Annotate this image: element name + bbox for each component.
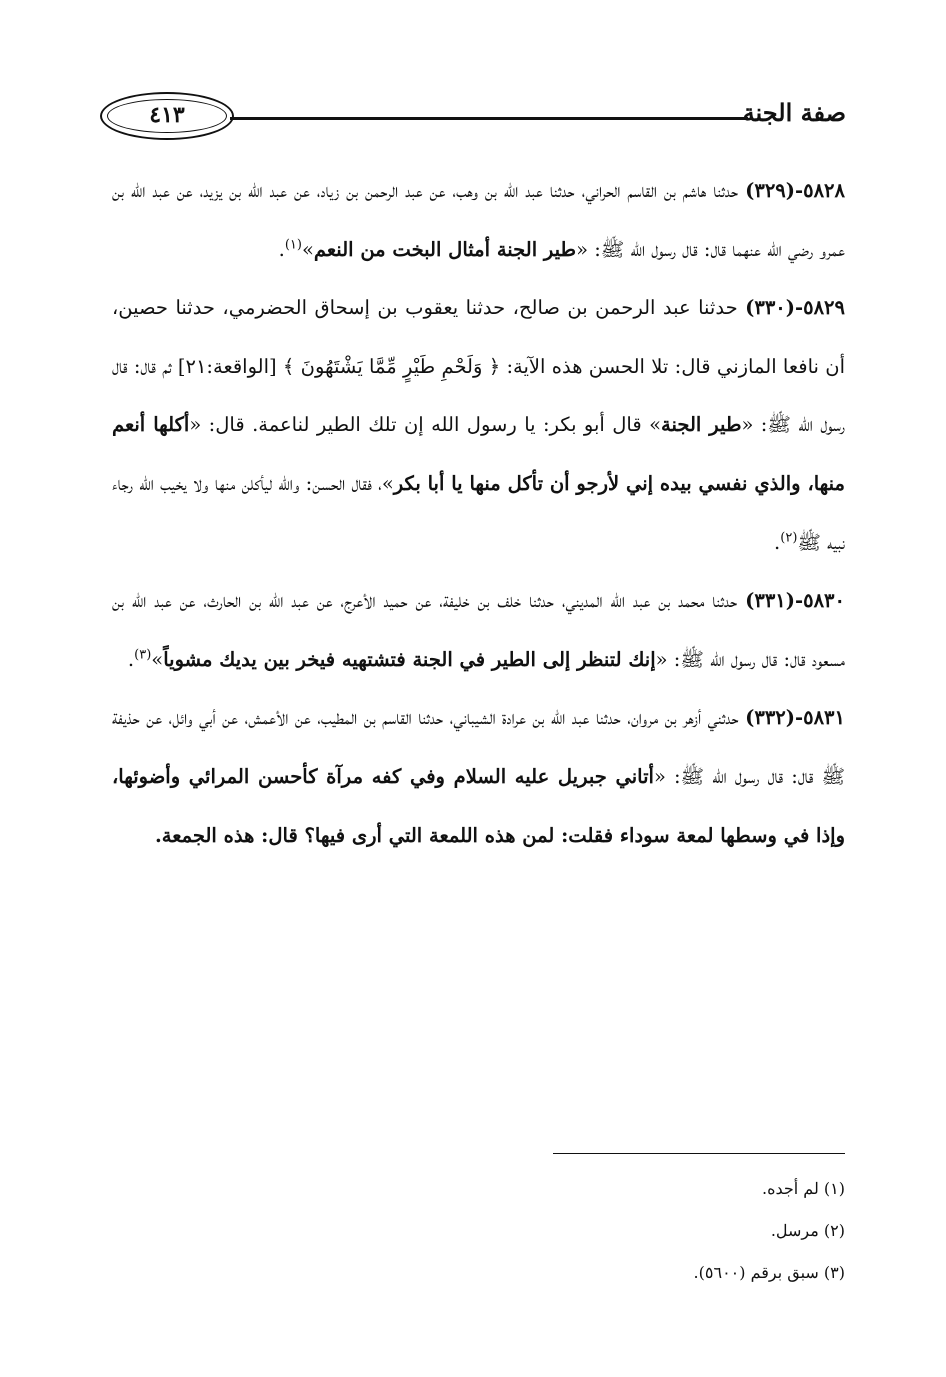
footnote-ref: (١) bbox=[284, 237, 302, 253]
hadith-text: حدثني أزهر بن مروان، حدثنا عبد الله بن عرادة الشيباني، حدثنا القاسم بن المطيب، عن الأعمش، عن أبي وائل، عن حذيفة ﷺ قال: قال رسول الله ﷺ: « bbox=[112, 706, 846, 788]
hadith-text: » bbox=[301, 237, 314, 261]
footnote-separator bbox=[553, 1153, 845, 1154]
hadith-5828 bbox=[112, 162, 845, 279]
hadith-5829 bbox=[112, 279, 845, 572]
hadith-text: »، فقال الحسن: والله ليأكلن منها ولا يخيب الله رجاء نبيه ﷺ bbox=[112, 471, 845, 554]
hadith-end: . bbox=[278, 237, 285, 261]
running-title: صفة الجنة bbox=[742, 98, 846, 127]
footnote-2: (٢) مرسل. bbox=[770, 1221, 845, 1240]
page-number: ٤١٣ bbox=[149, 102, 185, 128]
hadith-quote: أكلها أنعم منها، والذي نفسي بيده إني لأرجو أن تأكل منها يا أبا بكر bbox=[112, 413, 845, 495]
hadith-number: ٥٨٣٠-(٣٣١) bbox=[745, 589, 845, 613]
hadith-text: حدثنا عبد الرحمن بن صالح، حدثنا يعقوب بن إسحاق الحضرمي، حدثنا حصين، أن نافعا المازني قال: تلا الحسن هذه الآية: ﴿ وَلَحْمِ طَيْرٍ مِّمَّا يَشْتَهُونَ ﴾ [الواقعة:٢١] ثم قال: قال رسول الله ﷺ: « bbox=[112, 296, 845, 437]
hadith-quote: طير الجنة أمثال البخت من النعم bbox=[313, 237, 577, 261]
hadith-quote: طير الجنة bbox=[661, 413, 742, 437]
hadith-number: ٥٨٢٨-(٣٢٩) bbox=[745, 179, 845, 202]
hadith-text: » قال أبو بكر: يا رسول الله إن تلك الطير لناعمة. قال: « bbox=[189, 413, 662, 437]
page-header bbox=[100, 92, 846, 144]
hadith-number: ٥٨٢٩-(٣٣٠) bbox=[745, 296, 845, 320]
footnote-ref: (٣) bbox=[134, 647, 152, 663]
hadith-number: ٥٨٣١-(٣٣٢) bbox=[745, 706, 845, 730]
hadith-end: . bbox=[127, 647, 135, 671]
hadith-text: » bbox=[151, 647, 164, 671]
hadith-text: حدثنا محمد بن عبد الله المديني، حدثنا خلف بن خليفة، عن حميد الأعرج، عن عبد الله بن الحارث، عن عبد الله بن مسعود قال: قال رسول الله ﷺ: « bbox=[112, 589, 845, 671]
hadith-5831 bbox=[112, 689, 845, 865]
main-text bbox=[112, 162, 845, 865]
hadith-5830 bbox=[112, 572, 845, 689]
hadith-end: . bbox=[774, 530, 781, 554]
header-rule bbox=[230, 117, 748, 120]
hadith-text: حدثنا هاشم بن القاسم الحراني، حدثنا عبد الله بن وهب، عن عبد الرحمن بن زياد، عن عبد الله بن يزيد، عن عبد الله بن عمرو رضي الله عنهما قال: قال رسول الله ﷺ: « bbox=[112, 179, 845, 261]
footnotes bbox=[300, 1168, 845, 1294]
footnote-3: (٣) سبق برقم (٥٦٠٠). bbox=[693, 1263, 845, 1282]
hadith-quote: إنك لتنظر إلى الطير في الجنة فتشتهيه فيخر بين يديك مشوياً bbox=[163, 647, 656, 671]
footnote-ref: (٢) bbox=[780, 530, 798, 546]
hadith-quote: أتاني جبريل عليه السلام وفي كفه مرآة كأحسن المرائي وأضوئها، وإذا في وسطها لمعة سوداء فقلت: لمن هذه اللمعة التي أرى فيها؟ قال: هذه الجمعة. bbox=[112, 764, 845, 847]
footnote-1: (١) لم أجده. bbox=[762, 1179, 845, 1198]
page-number-frame bbox=[100, 92, 234, 140]
